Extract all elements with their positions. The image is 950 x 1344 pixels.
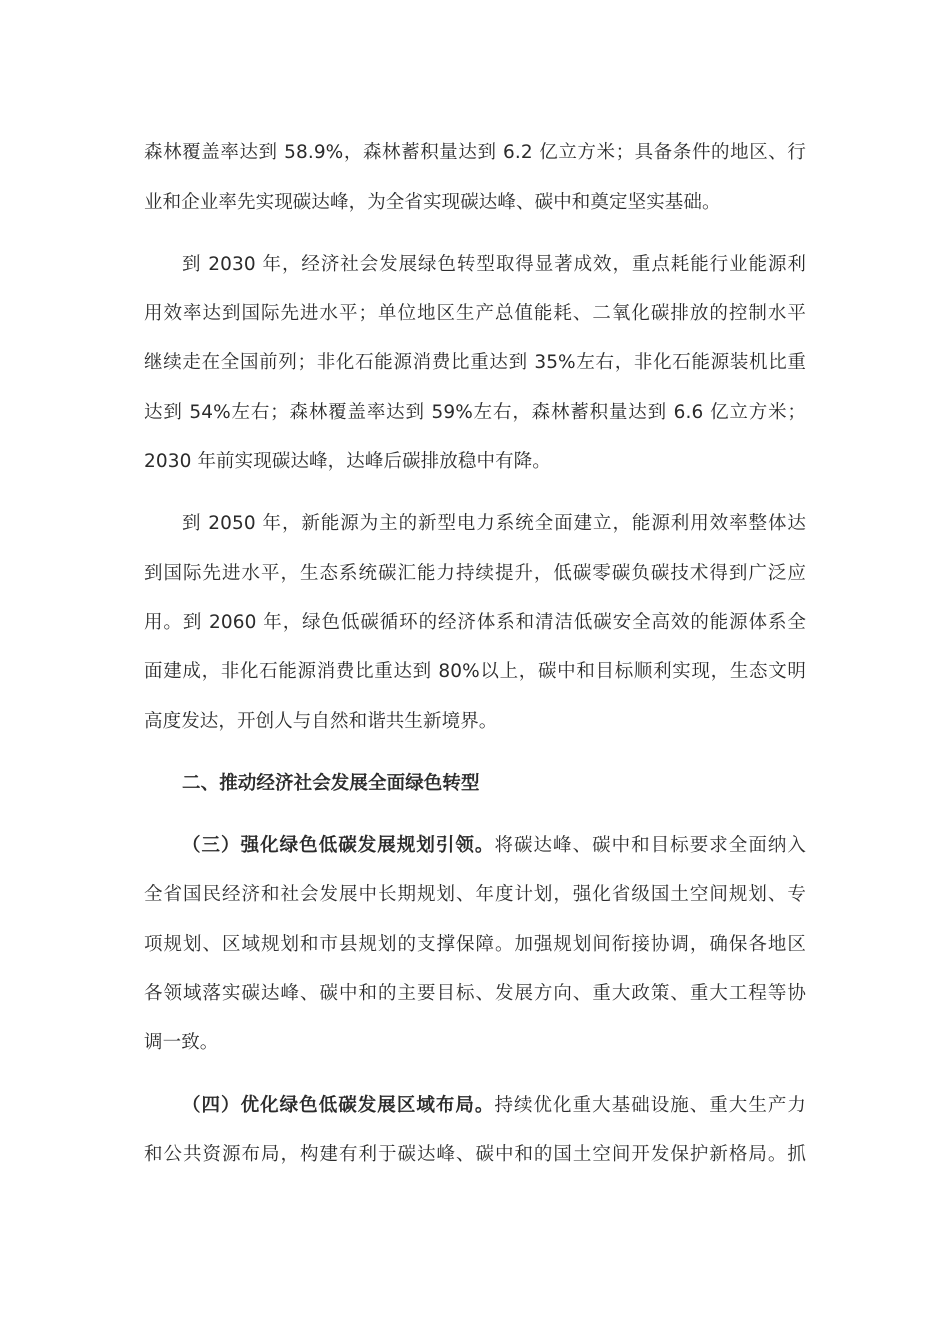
paragraph-5-first-line-text: 持续优化重大基础设施、重大生产力	[494, 1095, 806, 1116]
paragraph-4-lead-heading: （三）强化绿色低碳发展规划引领。	[182, 835, 495, 856]
paragraph-3-line-1: 到 2050 年，新能源为主的新型电力系统全面建立，能源利用效率整体达	[182, 513, 806, 534]
paragraph-1-line-1: 森林覆盖率达到 58.9%，森林蓄积量达到 6.2 亿立方米；具备条件的地区、行	[144, 142, 806, 163]
paragraph-3-line-2: 到国际先进水平，生态系统碳汇能力持续提升，低碳零碳负碳技术得到广泛应	[144, 563, 806, 584]
paragraph-2-line-4: 达到 54%左右；森林覆盖率达到 59%左右，森林蓄积量达到 6.6 亿立方米；	[144, 402, 806, 423]
paragraph-4-first-line-text: 将碳达峰、碳中和目标要求全面纳入	[494, 835, 806, 856]
paragraph-4-line-2: 全省国民经济和社会发展中长期规划、年度计划，强化省级国土空间规划、专	[144, 884, 806, 905]
paragraph-2-line-2: 用效率达到国际先进水平；单位地区生产总值能耗、二氧化碳排放的控制水平	[144, 303, 806, 324]
paragraph-3-line-3: 用。到 2060 年，绿色低碳循环的经济体系和清洁低碳安全高效的能源体系全	[144, 612, 806, 633]
paragraph-2-line-3: 继续走在全国前列；非化石能源消费比重达到 35%左右，非化石能源装机比重	[144, 352, 806, 373]
section-heading: 二、推动经济社会发展全面绿色转型	[182, 773, 480, 794]
paragraph-3-line-5: 高度发达，开创人与自然和谐共生新境界。	[144, 711, 498, 732]
paragraph-4-line-3: 项规划、区域规划和市县规划的支撑保障。加强规划间衔接协调，确保各地区	[144, 934, 806, 955]
paragraph-5-lead-heading: （四）优化绿色低碳发展区域布局。	[182, 1095, 495, 1116]
paragraph-3-line-4: 面建成，非化石能源消费比重达到 80%以上，碳中和目标顺利实现，生态文明	[144, 661, 806, 682]
paragraph-5-line-2: 和公共资源布局，构建有利于碳达峰、碳中和的国土空间开发保护新格局。抓	[144, 1144, 806, 1165]
paragraph-4-line-1	[182, 833, 806, 859]
paragraph-4-line-5: 调一致。	[144, 1032, 219, 1053]
paragraph-2-line-1: 到 2030 年，经济社会发展绿色转型取得显著成效，重点耗能行业能源利	[182, 254, 806, 275]
paragraph-1-line-2: 业和企业率先实现碳达峰，为全省实现碳达峰、碳中和奠定坚实基础。	[144, 192, 721, 213]
paragraph-2-line-5: 2030 年前实现碳达峰，达峰后碳排放稳中有降。	[144, 451, 551, 472]
paragraph-4-line-4: 各领域落实碳达峰、碳中和的主要目标、发展方向、重大政策、重大工程等协	[144, 983, 806, 1004]
paragraph-5-line-1	[182, 1093, 806, 1119]
